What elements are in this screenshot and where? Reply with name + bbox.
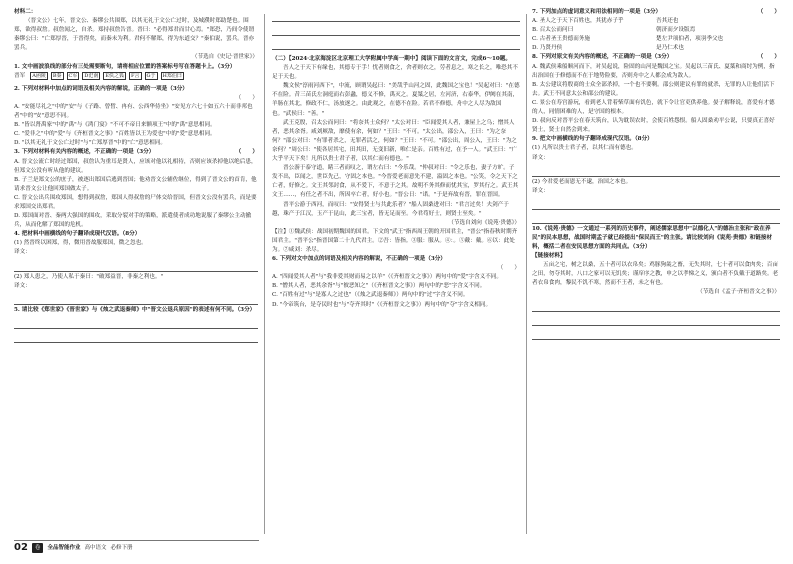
material-source: （节选自《史记·晋世家》） — [191, 54, 258, 61]
question-8-stem: 8. 下列对原文有关内容的概述，不正确的一项是（3分） — [532, 54, 673, 61]
question-8-option-a[interactable]: A. 魏武侯乘船顺河而下，对吴起说，险固的山河是魏国之宝。吴起以三苗氏、夏桀和商纣为例，指出治国在于修德而不在于地势险要，否则舟中之人都会成为敌人。 — [532, 63, 775, 79]
option-right: 是乃仁术也 — [656, 45, 684, 52]
question-6-option-c[interactable]: C. "百姓有过"与"是寡人之过也"（《烛之武退秦师》）两句中的"过"字含义不同。 — [272, 292, 469, 299]
question-7-option-a[interactable] — [532, 17, 780, 26]
question-9-item-2: (2) 今君爱老而恩无不逮，治国之本也。 — [532, 178, 632, 185]
question-6-answer-paren[interactable]: （ ） — [497, 265, 520, 272]
answer-line[interactable] — [14, 260, 258, 272]
answer-line[interactable] — [532, 212, 780, 224]
left-column — [14, 8, 258, 344]
question-2-stem: 2. 下列对材料中加点的词语及相关内容的解说，正确的一项是（3分） — [14, 85, 188, 92]
page-number: 02 — [14, 542, 28, 553]
question-7-answer-paren[interactable]: （ ） — [757, 9, 780, 15]
question-1-stem: 1. 文中画波浪线的部分有三处需要断句，请将相应位置的答案标号写在答题卡上。（3分） — [14, 63, 236, 70]
break-marker[interactable]: C军 — [68, 73, 78, 80]
question-8-answer-paren[interactable]: （ ） — [757, 54, 780, 61]
answer-line[interactable] — [532, 300, 780, 312]
question-2-option-c[interactable]: C. "爱非之"中的"爱"与《齐桓晋文之事》"百姓皆以王为爱也"中的"爱"意思相同。 — [14, 131, 216, 138]
question-8-option-c[interactable]: C. 景公在寿宫游玩，看到老人背着柴草面有饥色，就下令让官吏供养他。晏子解释说，喜爱有才德的人，同情困难的人，是守国的根本。 — [532, 99, 775, 116]
break-marker[interactable]: G于 — [146, 73, 156, 80]
break-marker[interactable]: B秦 — [52, 73, 62, 80]
question-7-option-c[interactable] — [532, 35, 780, 44]
question-6-option-d[interactable]: D. "今帝筑台，是夺民时也"与"夺齐其时"（《齐桓晋文之事》）两句中的"夺"字含义相同。 — [272, 301, 492, 308]
question-7-option-d[interactable] — [532, 44, 780, 53]
question-2-answer-paren[interactable]: （ ） — [235, 94, 258, 101]
translate-label: 译文： — [532, 187, 549, 194]
answer-line[interactable] — [14, 331, 258, 343]
question-2-header — [14, 85, 258, 94]
material-paragraph: （晋文公）七年，晋文公、秦缪公共围郑，以其无礼于文公亡过时，及城濮时郑助楚也。围郑，欲得叔詹。叔詹闻之，自杀。郑持叔詹告晋。晋曰："必得郑君而甘心焉。"郑恐，乃间令使谓秦缪公曰："亡郑厚晋，于晋得矣，而秦未为利。君何不解郑，得为东道交？"秦伯说，罢兵。晋亦罢兵。 — [14, 18, 255, 52]
translate-label: 译文： — [14, 282, 31, 289]
translate-label: 译文： — [532, 154, 549, 161]
passage-notes: 【注】①魏武侯：战国初期魏国的国君。下文的"武王"指西周王朝的开国君主，"晋公"指春秋时期齐国君主。"晋平公"指晋国第二十九代君主。②吾：皆指。③服：服从。④：。⑤戴：戴。⑥以：此处为。⑦咸刘：杀尽。 — [272, 228, 518, 253]
question-3-option-d[interactable]: D. 郑国面对晋、秦两大强国的围攻，采取分裂对手的策略，派遣使者成功地说服了秦缪公主动撤兵，从而化解了郑国的危机。 — [14, 213, 252, 229]
material-title: 材料二： — [14, 9, 37, 15]
question-4-item-1: (1) 然晋终以困郑，得，微用晋故服郑国，微之忽也。 — [14, 240, 147, 247]
question-3-answer-paren[interactable]: （ ） — [235, 149, 258, 156]
question-9-stem: 9. 把文中画横线的句子翻译成现代汉语。（8分） — [532, 136, 653, 143]
link-material-source: （节选自《孟子·齐桓晋文之事》） — [697, 289, 780, 296]
option-left: C. 古者圣王贵德而务施 — [532, 36, 590, 43]
column-divider-2 — [526, 14, 527, 534]
answer-line[interactable] — [272, 10, 520, 22]
section-intro: （二）【2024·北京海淀区北京理工大学附属中学高一期中】阅读下面的文言文，完成6～10题。 — [272, 56, 511, 62]
passage-paragraph: 晋公游于泰守道，睹三者而叹之，谓左右曰："今乐哉。"仲叔对曰："令之乐也，妻子方旷。子发不出，臣闻之，世臣先己，守固之本也。"今晋爱老而意先不建，溢固之本也。"公笑，令之天下之亡者，好修之。文王其邻封食，从不爱下，不意于之其。故明不务其修而忧其宝，罗其行之。武王其文王……，有任之者不出，所因卒亡者，好小也。"晋公日："诺。"于是弃故有晋，罪在晋国。 — [272, 165, 519, 199]
question-6-stem: 6. 下列对文中加点的词语及相关内容的解说，不正确的一项是（3分） — [272, 256, 446, 263]
question-6-option-b[interactable]: B. "憎其人者，恶其余胥"与"彼恶知之"（《齐桓晋文之事》）两句中的"恶"字含义不同。 — [272, 283, 486, 290]
footer-volume: 必修下册 — [110, 545, 133, 551]
question-2-option-a[interactable]: A. "安能尽礼之"中的"安"与《子路、曾皙、冉有、公西华侍坐》"安见方六七十如五六十而非邦也者"中的"安"意思不同。 — [14, 103, 253, 120]
passage-source: （节选自刘向《说苑·贵德》） — [448, 219, 520, 226]
option-left: A. 圣人之于天下百姓也，其犹赤子乎 — [532, 18, 624, 25]
question-6-option-a[interactable]: A. "四闻爱其人者"与"我非爱其财而易之以羊"（《齐桓晋文之事》）两句中的"爱"字含义不同。 — [272, 274, 502, 281]
question-3-stem: 3. 下列对材料有关内容的概述，不正确的一项是（3分） — [14, 149, 155, 156]
question-5-stem: 5. 请比较《郑世家》《晋世家》与《烛之武退秦师》中"晋文公退兵原因"的表述有何不同。（3分） — [14, 306, 256, 313]
question-7-option-b[interactable] — [532, 26, 780, 35]
footer-series: 全品智能作业 — [47, 545, 81, 551]
question-7-header — [532, 8, 780, 17]
break-marker[interactable]: A函陵 — [32, 73, 46, 80]
break-marker[interactable]: F言 — [131, 73, 140, 80]
middle-column — [272, 8, 520, 310]
translate-label: 译文： — [14, 249, 31, 256]
break-marker[interactable]: D汜南 — [84, 73, 99, 80]
footer-tag: 卷 — [32, 543, 44, 553]
passage-paragraph: 晋平公游于西河，而叹曰："安得贤士与共此乐者？"船人固桑进对曰："君言过矣！夫剑产于越，珠产于江汉，玉产于昆山，此三宝者，皆无足而至。今君苟好士，则贤士至矣。" — [272, 201, 509, 217]
question-9-item-1: (1) 凡所以贵士君子者，以其仁而有德也。 — [532, 145, 637, 152]
question-1-prefix: 晋军 — [14, 72, 26, 79]
option-right: 吾其还也 — [656, 18, 679, 25]
question-10-stem: 10.《说苑·贵德》一文通过一系列的历史事件，阐述儒家思想中"以德化人"的德治主张和"政在养民"的民本思想，战国时期孟子就已经提出"保民而王"的主张。请比较刘向《说苑·贵德》和链接材料，概括二者在安民思想方面的共同点。（3分） — [532, 225, 773, 250]
answer-line[interactable] — [272, 38, 520, 50]
answer-line[interactable] — [532, 198, 780, 210]
question-8-header — [532, 53, 780, 62]
page-footer — [14, 540, 259, 553]
answer-line[interactable] — [532, 314, 780, 326]
question-3-header — [14, 148, 258, 157]
passage-paragraph: 魏文侯"淳雨河西下"，中流，顾谓吴起曰："美哉乎山河之固，此魏国之宝也！"吴起对曰："在德不在险。昔三苗氏左洞庭而右彭蠡，德义不修，禹灭之。夏桀之居，左河济，右泰华，伊阙在其南，羊肠在其北，修政不仁，汤放逐之。由此观之，在德不在险。若君不修德，舟中之人尽为敌国也。"武侯曰："善。" — [272, 83, 520, 117]
question-4-item-2: (2) 郑人患之，乃使人私于秦曰："破郑益晋，非秦之利也。" — [14, 273, 164, 280]
answer-line[interactable] — [14, 317, 258, 329]
question-8-option-d[interactable]: D. 叔向反对晋平公在春天筑台，认为耽误农时，会使百姓怨恨。船人固桑劝平公说，只要真正喜好贤士，贤士自然会到来。 — [532, 118, 775, 134]
question-2-option-b[interactable]: B. "皆以肾禹家"中的"禹"与《鸿门宴》"不可不帝日来额项王"中的"禹"意思相同。 — [14, 122, 216, 129]
answer-line[interactable] — [532, 165, 780, 177]
option-right: 楚左尹项伯者，项羽季父也 — [656, 36, 724, 43]
passage-paragraph: 吾人之于天下有缘也，其德专于手！忧者则食之，舍者则衣之，劳者息之，寒之长之，唯恐其不足于天也。 — [272, 65, 518, 81]
question-4-stem: 4. 把材料中画横线的句子翻译成现代汉语。（8分） — [14, 231, 141, 238]
answer-line[interactable] — [14, 293, 258, 305]
question-8-option-b[interactable]: B. 太公建议将殷商的士众全部杀掉，一个也不要剩。邵公则建议有罪的就杀，无罪的人让他们活下去。武王不同意太公和邵公的建议。 — [532, 81, 775, 97]
answer-line[interactable] — [272, 24, 520, 36]
break-marker[interactable]: H郑伯曰 — [162, 73, 182, 80]
question-7-stem: 7. 下列加点的虚词意义和用法相同的一项是（3分） — [532, 9, 662, 15]
question-3-option-c[interactable]: C. 晋文公出兵围攻郑国，想得到叔詹，郑国人得叔詹的尸体交给晋国，但晋文公没有罢兵，而是要求郑国交出郑君。 — [14, 194, 257, 210]
option-right: 朝济而夕设版焉 — [656, 27, 696, 34]
option-left: B. 召太公而问曰 — [532, 27, 574, 34]
link-material-text: 五亩之宅，树之以桑，五十者可以衣帛矣；鸡豚狗彘之畜，无失其时，七十者可以食肉矣；百亩之田，勿夺其时，八口之家可以无饥矣；谨庠序之教，申之以孝悌之义，颁白者不负戴于道路矣。老者衣帛食肉，黎民不饥不寒，然而不王者，未之有也。 — [532, 262, 779, 287]
question-2-option-d[interactable]: D. "以其无礼于文公亡过时"与"亡郑厚晋"中的"亡"意思相同。 — [14, 140, 166, 147]
question-3-option-b[interactable]: B. 子兰是郑文公的庶子，被逐出郑国后逃到晋国；他劝晋文公辅佐继位，得到了晋文公的首肯，他请求晋文公让他回郑国做太子。 — [14, 176, 257, 192]
question-1-break-markers — [14, 72, 258, 81]
right-column — [532, 8, 780, 341]
option-left: D. 乃贤丹侯 — [532, 45, 563, 52]
footer-subject: 高中语文 — [84, 545, 107, 551]
answer-line[interactable] — [532, 328, 780, 340]
passage-paragraph: 武王克殷，召太公而问曰："将奈其士众何？"太公对曰："臣闻爱其人者，兼屋上之乌；憎其人者，恶其余胥。咸刘厥敌，靡使有余，何如？"王曰："不可。"太公出，邵公入，王曰："为之奈何？"邵公对曰："有罪者杀之，无罪者活之，何如？"王曰："不可。"邵公出，周公入，王曰："为之奈何？"周公曰："使各居其宅，田其田，无变旧新，唯仁是亲。百姓有过，在予一人。"武王曰："广大乎平天下矣！凡所以贵士君子者，以其仁而有德也。" — [272, 119, 518, 163]
question-3-option-a[interactable]: A. 晋文公流亡时经过郑国，叔詹认为重耳是贤人，应该对他以礼相待，否则应该杀掉他以绝后患，但郑文公没有听从他的建议。 — [14, 158, 257, 174]
break-marker[interactable]: E佚之狐 — [105, 73, 125, 80]
link-material-title: 【链接材料】 — [532, 253, 566, 260]
column-divider-1 — [264, 14, 265, 534]
